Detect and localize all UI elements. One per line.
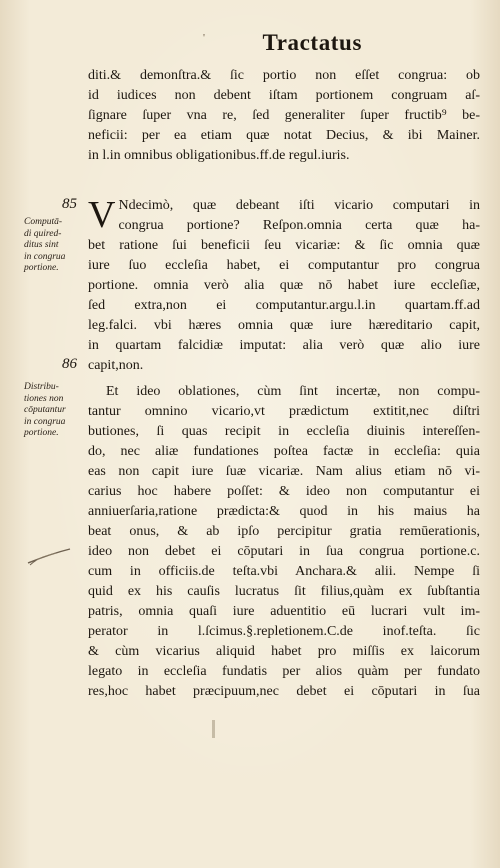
main-text [88, 66, 480, 702]
text-line: beat onus, & ab ipſo percipitur gratia remūerationis, [88, 524, 480, 539]
marginal-note-line: tiones non [24, 393, 64, 404]
marginal-note-computandi [24, 217, 90, 275]
text-line: congrua portione? Reſpon.omnia certa quæ ha- [118, 218, 480, 233]
marginal-note-line: in congrua [24, 416, 66, 427]
text-line: neficii: per ea etiam quæ notat Decius, & ibi Mainer. [88, 128, 480, 143]
marginal-note-distributiones [24, 382, 90, 440]
pen-flourish-icon [26, 545, 72, 567]
marginal-note-line: Computā- [24, 217, 62, 227]
text-line: & cùm vicarius aliquid habet pro miſſis ex laicorum [88, 644, 480, 659]
text-line: id iudices non debent iſtam portionem congruam aſ- [88, 88, 480, 103]
text-line: cum in officiis.de teſta.vbi Anchara.& alii. Nempe ſi [88, 564, 480, 579]
text-line: tantur omnino vicario,vt prædictum extitit,nec diſtri [88, 404, 480, 419]
text-line: Ndecimò, quæ debeant iſti vicario computari in [118, 198, 480, 213]
paragraph-continuation [88, 66, 480, 166]
text-line: diti.& demonſtra.& ſic portio non eſſet congrua: ob [88, 68, 480, 83]
text-line: bet ratione ſui beneficii ſeu vicariæ: & ſic omnia quæ [88, 238, 480, 253]
running-head [0, 30, 500, 64]
text-line: capit,non. [88, 358, 144, 373]
marginal-note-line: ditus sint [24, 240, 59, 250]
text-line: in l.in omnibus obligationibus.ff.de regul.iuris. [88, 148, 350, 163]
marginal-note-line: cōputantur [24, 405, 66, 415]
text-line: perator in l.ſcimus.§.repletionem.C.de inof.teſta. ſic [88, 624, 480, 639]
text-line: legato in eccleſia fundatis per alios quàm per fundato [88, 664, 480, 679]
marginal-note-line: di quired- [24, 228, 62, 239]
marginal-note-line: in congrua [24, 251, 66, 262]
section-number-85: 85 [62, 196, 77, 212]
marginal-note-line: portione. [24, 263, 59, 273]
text-line: res,hoc habet præcipuum,nec debet ei cōputari in ſua [88, 684, 480, 699]
marginal-note-line: portione. [24, 428, 59, 438]
text-line: ideo non debet ei cōputari in ſua congrua portione.c. [88, 544, 480, 559]
text-line: do, nec aliæ fundationes poſtea factæ in eccleſia: quia [88, 444, 480, 459]
marginal-note-line: Distribu- [24, 382, 59, 392]
text-line: iure ſuo eccleſia habet, ei computantur pro congrua [88, 258, 480, 273]
page-mark [212, 720, 215, 738]
head-mark: ' [203, 32, 205, 44]
text-line: anniuerſaria,ratione prædicta:& quod in his maius ha [88, 504, 480, 519]
text-line: ſignare ſuper vna re, ſed generaliter ſuper fructib⁹ be- [88, 108, 480, 123]
text-line: carius hoc habere poſſet: & ideo non computantur ei [88, 484, 480, 499]
section-number-86: 86 [62, 356, 77, 372]
text-line: Et ideo oblationes, cùm ſint incertæ, non compu- [106, 384, 480, 399]
drop-cap: V [88, 194, 116, 236]
text-line: leg.falci. vbi hæres omnia quæ iure hæreditario capit, [88, 318, 480, 333]
page-title: Tractatus [262, 30, 362, 55]
text-line: quid ex his cauſis lucratus ſit filius,quàm ex ſubſtantia [88, 584, 480, 599]
text-line: portione. omnia verò alia quæ nō habet iure eccleſiæ, [88, 278, 480, 293]
text-line: in quartam falcidiæ imputat: alia verò quæ alio iure [88, 338, 480, 353]
paragraph-86 [88, 382, 480, 702]
text-line: ſed extra,non ei computantur.argu.l.in quartam.ff.ad [88, 298, 480, 313]
text-line: butiones, ſi quas recipit in eccleſia diuinis intereſſen- [88, 424, 480, 439]
paragraph-85 [88, 196, 480, 376]
text-line: eas non capit iure ſuæ vicariæ. Nam alius etiam nō vi- [88, 464, 480, 479]
text-line: patris, omnia quaſi iure aduentitio eū lucrari vult im- [88, 604, 480, 619]
